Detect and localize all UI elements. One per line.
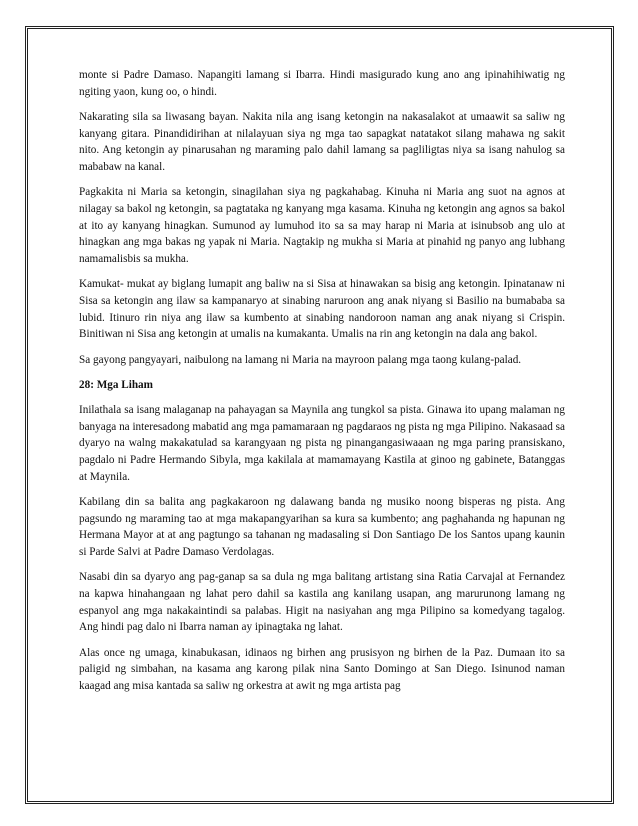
paragraph: Nakarating sila sa liwasang bayan. Nakita nila ang isang ketongin na nakasalakot at umaawit sa saliw ng kanyang gitara. Pinandidirihan at nilalayuan siya ng mga tao sapagkat natatakot silang mahawa ng sakit nito. Ang ketongin ay pinarusahan ng maraming palo dahil lamang sa pagliligtas niya sa isang nahulog sa mababaw na kanal. — [79, 110, 565, 174]
section-heading: 28: Mga Liham — [79, 378, 153, 391]
paragraph: Sa gayong pangyayari, naibulong na lamang ni Maria na mayroon palang mga taong kulang-palad. — [79, 353, 522, 366]
paragraph: Alas once ng umaga, kinabukasan, idinaos ng birhen ang prusisyon ng birhen de la Paz. Dumaan ito sa paligid ng simbahan, na kasama ang karong pilak nina Santo Domingo at San Diego. Isinunod naman kaagad ang misa kantada sa saliw ng orkestra at awit ng mga artista pag — [79, 646, 565, 692]
paragraph: Kabilang din sa balita ang pagkakaroon ng dalawang banda ng musiko noong bisperas ng pista. Ang pagsundo ng maraming tao at mga makapangyarihan sa kura sa kumbento; ang paghahanda ng hapunan ng Hermana Mayor at at ang pagtungo sa tahanan ng madasaling si Don Santiago De los Santos upang kaunin si Parde Salvi at Padre Damaso Verdolagas. — [79, 495, 565, 559]
paragraph: Nasabi din sa dyaryo ang pag-ganap sa sa dula ng mga balitang artistang sina Ratia Carvajal at Fernandez na kapwa hinahangaan ng lahat pero dahil sa kastila ang kanilang usapan, ang marurunong lamang ng espanyol ang mga nakakaintindi sa palabas. Higit na nasiyahan ang mga Pilipino sa komedyang tagalog. Ang hindi pag dalo ni Ibarra naman ay ipinagtaka ng lahat. — [79, 571, 565, 634]
paragraph: monte si Padre Damaso. Napangiti lamang si Ibarra. Hindi masigurado kung ano ang ipinahihiwatig ng ngiting yaon, kung oo, o hindi. — [79, 69, 565, 98]
paragraph: Pagkakita ni Maria sa ketongin, sinagilahan siya ng pagkahabag. Kinuha ni Maria ang suot na agnos at nilagay sa bakol ng ketongin, sa pagtataka ng kanyang mga kasama. Kinuha ng ketongin ang agnos sa bakol at ito ay kanyang hinagkan. Sumunod ay lumuhod ito sa sa may harap ni Maria at isinubsob ang ulo at hinagkan ang mga bakas ng yapak ni Maria. Nagtakip ng mukha si Maria at pinahid ng panyo ang lubhang namamalisbis sa mukha. — [79, 186, 565, 266]
document-body — [79, 67, 565, 703]
paragraph: Kamukat- mukat ay biglang lumapit ang baliw na si Sisa at hinawakan sa bisig ang ketongin. Ipinatanaw ni Sisa sa ketongin ang ilaw sa kampanaryo at sinabing naruroon ang anak niyang si Basilio na bumababa sa lubid. Itinuro rin niya ang ilaw sa kumbento at sinabing nandoroon naman ang anak niyang si Crispin. Binitiwan ni Sisa ang ketongin at umalis na kumakanta. Umalis na rin ang ketongin na dala ang bakol. — [79, 278, 565, 341]
paragraph: Inilathala sa isang malaganap na pahayagan sa Maynila ang tungkol sa pista. Ginawa ito upang malaman ng banyaga na interesadong mabatid ang mga pamamaraan ng pagdaraos ng pista ng mga Pilipino. Nakasaad sa dyaryo na walng makakatulad sa karangyaan ng pista ng pinangangasiwaaan ng mga paring pransiskano, pagdalo ni Padre Hermando Sibyla, mga kakilala at mamamayang Kastila at ginoo ng gabinete, Batanggas at Maynila. — [79, 403, 565, 483]
